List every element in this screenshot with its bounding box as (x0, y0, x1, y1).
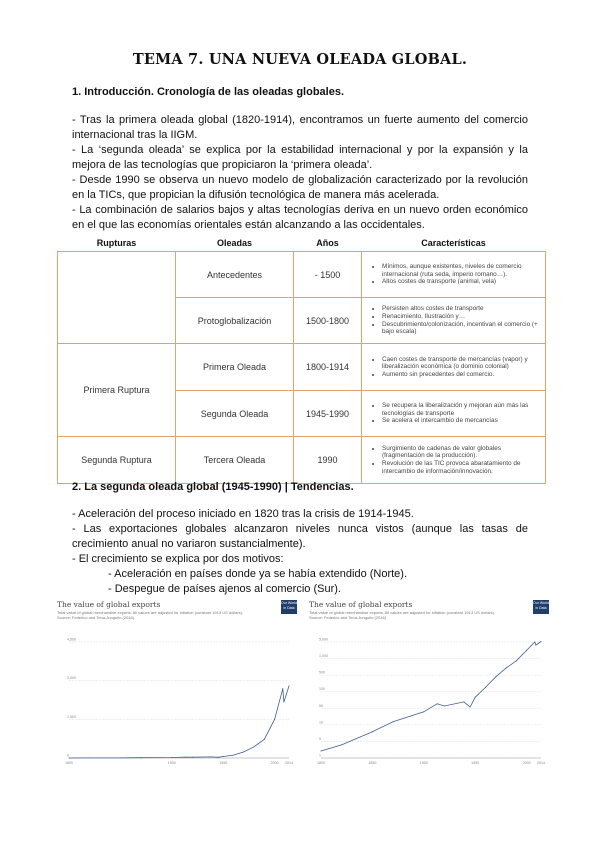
oleada-cell: Tercera Oleada (176, 437, 294, 484)
x-tick-label: 1800 (317, 761, 325, 765)
data-point (392, 721, 393, 722)
y-tick-label: 3,000 (67, 676, 76, 681)
chart-subtitle: Total value of global merchandise exports. All values are adjusted for inflation (constant 1913 US dollars). Source: Federico and Tena-Junguito (2016) (57, 610, 244, 620)
owid-logo: Our World in Data (281, 600, 297, 614)
caracteristicas-cell (362, 391, 546, 437)
section1-heading: 1. Introducción. Cronología de las oleadas globales. (72, 86, 344, 98)
data-point (423, 711, 424, 712)
x-tick-label: 2000 (522, 761, 531, 765)
data-point (535, 645, 536, 646)
data-point (274, 719, 275, 720)
list-item: • Surgimiento de cadenas de valor globales (fragmentación de la producción). (382, 445, 539, 460)
y-tick-label: 5,000 (319, 637, 328, 642)
data-point (470, 706, 471, 707)
data-point (233, 755, 234, 756)
paragraph: - Desde 1990 se observa un nuevo modelo de globalización caracterizado por la revolución en la TICs, que propician la difusión tecnológica de manera más acelerada. (72, 174, 528, 201)
chart-subtitle: Total value of global merchandise exports. All values are adjusted for inflation (constant 1913 US dollars). Source: Federico and Tena-Junguito (2016) (309, 610, 496, 620)
section1-body (72, 113, 528, 233)
series-line (69, 686, 289, 758)
data-point (526, 650, 527, 651)
y-tick-label: 10 (319, 720, 323, 725)
data-point (516, 660, 517, 661)
data-point (89, 757, 90, 758)
oleada-cell: Antecedentes (176, 252, 294, 298)
table-row (58, 252, 546, 298)
anios-cell: 1800-1914 (294, 344, 362, 391)
x-tick-label: 1900 (167, 761, 176, 765)
data-point (264, 739, 265, 740)
data-point (171, 757, 172, 758)
x-tick-label: 1950 (471, 761, 480, 765)
owid-logo: Our World in Data (533, 600, 549, 614)
data-point (192, 757, 193, 758)
header-anios: Años (294, 236, 362, 252)
x-tick-label: 2014 (537, 761, 545, 765)
data-point (341, 744, 342, 745)
waves-table (57, 236, 546, 484)
data-point (120, 757, 121, 758)
header-rupturas: Rupturas (58, 236, 176, 252)
paragraph: - El crecimiento se explica por dos motivos: (72, 553, 284, 565)
data-point (254, 746, 255, 747)
y-tick-label: 1 (319, 753, 321, 758)
y-tick-label: 1,000 (319, 654, 328, 659)
data-point (321, 751, 322, 752)
paragraph: - La ‘segunda oleada’ se explica por la estabilidad internacional y por la expansión y la mejora de las tecnologías que propiciaron la ‘primera oleada’. (72, 144, 528, 171)
data-point (541, 641, 542, 642)
data-point (485, 687, 486, 688)
caracteristicas-cell (362, 298, 546, 344)
oleada-cell: Protoglobalización (176, 298, 294, 344)
chart-title: The value of global exports (57, 600, 161, 609)
data-point (506, 668, 507, 669)
data-point (534, 641, 535, 642)
y-tick-label: 50 (319, 703, 323, 708)
data-point (463, 701, 464, 702)
series-line (321, 642, 541, 752)
y-tick-label: 0 (67, 753, 69, 758)
header-caracteristicas: Características (362, 236, 546, 252)
table-header-row (58, 236, 546, 252)
data-point (283, 702, 284, 703)
caracteristicas-cell (362, 344, 546, 391)
ruptura-cell (58, 252, 176, 344)
exports-chart-log (309, 600, 549, 768)
page-title: TEMA 7. UNA NUEVA OLEADA GLOBAL. (132, 51, 468, 68)
oleada-cell: Segunda Oleada (176, 391, 294, 437)
paragraph: - Las exportaciones globales alcanzaron niveles nunca vistos (aunque las tasas de crecimiento anual no variaron sustancialmente). (72, 523, 528, 550)
table-row (58, 437, 546, 484)
data-point (289, 686, 290, 687)
x-tick-label: 1950 (219, 761, 228, 765)
anios-cell: 1990 (294, 437, 362, 484)
x-tick-label: 2000 (270, 761, 279, 765)
chart-plot (57, 600, 297, 768)
x-tick-label: 1900 (419, 761, 428, 765)
exports-chart-linear (57, 600, 297, 768)
data-point (69, 757, 70, 758)
section2-body (72, 507, 528, 597)
data-point (140, 757, 141, 758)
list-item: • Mínimos, aunque existentes, niveles de comercio internacional (ruta seda, imperio romano…). (382, 263, 539, 278)
oleada-cell: Primera Oleada (176, 344, 294, 391)
data-point (475, 697, 476, 698)
data-point (223, 756, 224, 757)
section2-heading: 2. La segunda oleada global (1945-1990) | Tendencias. (72, 481, 354, 493)
list-item: • Descubrimiento/colonización, incentivan el comercio (+ bajo escala) (382, 321, 539, 336)
list-item: • Se recupera la liberalización y mejoran aún más las tecnologías de transporte (382, 402, 539, 417)
data-point (243, 751, 244, 752)
sub-item: - Aceleración en países donde ya se había extendido (Norte). (108, 568, 408, 580)
data-point (372, 731, 373, 732)
x-tick-label: 1800 (65, 761, 73, 765)
table-row (58, 344, 546, 391)
paragraph: - Aceleración del proceso iniciado en 1820 tras la crisis de 1914-1945. (72, 508, 414, 520)
ruptura-cell: Segunda Ruptura (58, 437, 176, 484)
ruptura-cell: Primera Ruptura (58, 344, 176, 437)
chart-plot (309, 600, 549, 768)
x-tick-label: 1850 (368, 761, 377, 765)
x-tick-label: 2014 (285, 761, 293, 765)
y-tick-label: 5 (319, 736, 321, 741)
caracteristicas-cell (362, 252, 546, 298)
data-point (185, 757, 186, 758)
header-oleadas: Oleadas (176, 236, 294, 252)
data-point (218, 757, 219, 758)
anios-cell: 1500-1800 (294, 298, 362, 344)
list-item: • Caen costes de transporte de mercancías (vapor) y liberalización económica (o dominio colonial) (382, 356, 539, 371)
list-item: • Revolución de las TIC provoca abaratamiento de intercambio de información/innovación. (382, 460, 539, 475)
y-tick-label: 100 (319, 687, 325, 692)
caracteristicas-cell (362, 437, 546, 484)
list-item: • Persisten altos costes de transporte (382, 305, 539, 313)
data-point (211, 756, 212, 757)
list-item: • Altos costes de transporte (animal, vela) (382, 278, 539, 286)
list-item: • Aumento sin precedentes del comercio. (382, 371, 539, 379)
anios-cell: 1945-1990 (294, 391, 362, 437)
y-tick-label: 4,500 (67, 637, 76, 642)
data-point (444, 706, 445, 707)
data-point (282, 688, 283, 689)
list-item: • Se acelera el intercambio de mercancías (382, 417, 539, 425)
paragraph: - Tras la primera oleada global (1820-1914), encontramos un fuerte aumento del comercio internacional tras la IIGM. (72, 114, 528, 141)
anios-cell: - 1500 (294, 252, 362, 298)
list-item: • Renacimiento, Ilustración y… (382, 313, 539, 321)
chart-title: The value of global exports (309, 600, 413, 609)
sub-item: - Despegue de países ajenos al comercio (Sur). (108, 583, 341, 595)
data-point (495, 676, 496, 677)
data-point (437, 703, 438, 704)
y-tick-label: 500 (319, 670, 325, 675)
y-tick-label: 1,500 (67, 714, 76, 719)
paragraph: - La combinación de salarios bajos y altas tecnologías deriva en un nuevo orden económico en el que las economías orientales están alcanzando a las occidentales. (72, 204, 528, 231)
